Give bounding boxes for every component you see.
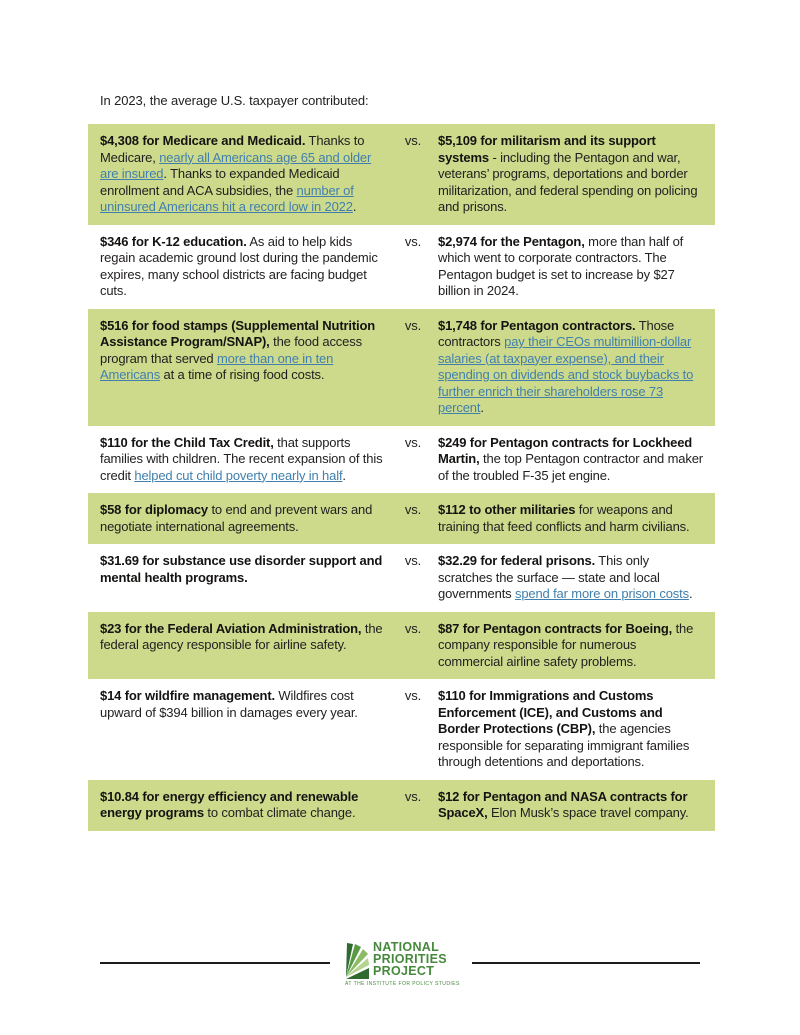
left-cell-social-spending <box>100 133 388 216</box>
row-text: As aid to help kids regain academic ground lost during the pandemic expires, many school districts are facing budget cuts. <box>100 233 378 298</box>
left-cell-social-spending <box>100 502 388 535</box>
inline-link[interactable]: number of uninsured Americans hit a record low in 2022 <box>100 182 354 214</box>
logo-word-priorities: PRIORITIES <box>373 952 447 966</box>
right-cell-military-spending <box>438 502 703 535</box>
right-cell-military-spending <box>438 234 703 300</box>
row-text: the agencies responsible for separating immigrant families through detentions and deportations. <box>438 721 690 769</box>
row-amount-bold: $23 for the Federal Aviation Administration, <box>100 620 362 636</box>
logo-word-project: PROJECT <box>373 964 435 978</box>
comparison-row <box>88 493 715 544</box>
comparison-row <box>88 426 715 494</box>
right-cell-military-spending <box>438 621 703 671</box>
row-amount-bold: $4,308 for Medicare and Medicaid. <box>100 133 306 148</box>
inline-link[interactable]: more than one in ten Americans <box>100 350 334 382</box>
right-cell-military-spending <box>438 789 703 822</box>
comparison-row <box>88 679 715 780</box>
row-amount-bold: $110 for the Child Tax Credit, <box>100 434 274 450</box>
comparison-row <box>88 780 715 831</box>
footer-rule-right <box>472 962 700 964</box>
npp-logo <box>344 941 464 987</box>
vs-label: vs. <box>404 317 422 333</box>
vs-label: vs. <box>404 620 422 636</box>
row-amount-bold: $1,748 for Pentagon contractors. <box>438 317 636 333</box>
left-cell-social-spending <box>100 435 388 485</box>
row-text: - including the Pentagon and war, veterans’ programs, deportations and border militarization, and federal spending on policing and prisons. <box>438 149 698 214</box>
row-amount-bold: $32.29 for federal prisons. <box>438 553 596 568</box>
row-text: . <box>480 400 484 415</box>
row-text: . <box>342 467 346 483</box>
inline-link[interactable]: pay their CEOs multimillion-dollar salaries (at taxpayer expense), and their spending on dividends and stock buybacks to further enrich their shareholders rose 73 percent <box>438 334 694 415</box>
row-text: Elon Musk’s space travel company. <box>487 805 689 820</box>
vs-label: vs. <box>404 688 422 703</box>
right-cell-military-spending <box>438 435 703 485</box>
row-text: for weapons and training that feed conflicts and harm civilians. <box>438 502 690 534</box>
row-text: . <box>688 586 693 601</box>
row-text: . <box>352 199 357 214</box>
row-amount-bold: $112 to other militaries <box>438 502 576 517</box>
left-cell-social-spending <box>100 234 388 300</box>
row-text: more than half of which went to corporate contractors. The Pentagon budget is set to increase by $27 billion in 2024. <box>438 233 684 298</box>
row-amount-bold: $110 for Immigrations and Customs Enforcement (ICE), and Customs and Border Protections (CBP), <box>438 688 663 736</box>
inline-link[interactable]: helped cut child poverty nearly in half <box>134 467 343 483</box>
row-text: Wildfires cost upward of $394 billion in damages every year. <box>100 688 358 720</box>
row-text: the federal agency responsible for airline safety. <box>100 620 383 652</box>
row-amount-bold: $10.84 for energy efficiency and renewable energy programs <box>100 788 359 820</box>
row-text: the top Pentagon contractor and maker of the troubled F-35 jet engine. <box>438 451 703 483</box>
left-cell-social-spending <box>100 688 388 771</box>
right-cell-military-spending <box>438 688 703 771</box>
row-amount-bold: $5,109 for militarism and its support systems <box>438 133 656 165</box>
comparison-row <box>88 612 715 680</box>
row-amount-bold: $12 for Pentagon and NASA contracts for SpaceX, <box>438 788 688 820</box>
row-text: to combat climate change. <box>203 805 356 820</box>
comparison-row <box>88 124 715 225</box>
footer-rule-left <box>100 962 330 964</box>
comparison-row <box>88 225 715 309</box>
row-text: that supports families with children. The recent expansion of this credit <box>100 434 383 483</box>
row-text: to end and prevent wars and negotiate international agreements. <box>100 502 373 534</box>
left-cell-social-spending <box>100 789 388 822</box>
vs-label: vs. <box>404 788 422 804</box>
row-amount-bold: $346 for K-12 education. <box>100 233 247 249</box>
inline-link[interactable]: spend far more on prison costs <box>514 586 689 601</box>
right-cell-military-spending <box>438 318 703 417</box>
inline-link[interactable]: nearly all Americans age 65 and older are insured <box>100 149 372 181</box>
row-text: . Thanks to expanded Medicaid enrollment and ACA subsidies, the <box>100 166 340 198</box>
comparison-row <box>88 544 715 612</box>
npp-logo-row <box>344 941 464 979</box>
row-text: This only scratches the surface — state and local governments <box>438 553 660 601</box>
row-text: Those contractors <box>438 317 675 349</box>
comparison-table <box>88 124 715 831</box>
row-amount-bold: $249 for Pentagon contracts for Lockheed Martin, <box>438 434 693 466</box>
row-text: Thanks to Medicare, <box>100 133 365 165</box>
row-amount-bold: $2,974 for the Pentagon, <box>438 233 585 249</box>
intro-text: In 2023, the average U.S. taxpayer contributed: <box>100 93 369 108</box>
vs-label: vs. <box>404 434 422 450</box>
left-cell-social-spending <box>100 621 388 671</box>
logo-tagline: AT THE INSTITUTE FOR POLICY STUDIES <box>345 981 460 987</box>
left-cell-social-spending <box>100 553 388 603</box>
npp-logo-wordmark <box>373 941 447 977</box>
row-amount-bold: $58 for diplomacy <box>100 502 208 517</box>
row-text: the company responsible for numerous commercial airline safety problems. <box>438 620 694 669</box>
row-amount-bold: $14 for wildfire management. <box>100 688 275 703</box>
left-cell-social-spending <box>100 318 388 417</box>
row-text: the food access program that served <box>100 334 362 366</box>
row-amount-bold: $516 for food stamps (Supplemental Nutrition Assistance Program/SNAP), <box>100 317 376 349</box>
row-amount-bold: $87 for Pentagon contracts for Boeing, <box>438 620 673 636</box>
vs-label: vs. <box>404 502 422 517</box>
comparison-row <box>88 309 715 426</box>
npp-fan-icon <box>344 941 370 979</box>
vs-label: vs. <box>404 133 422 148</box>
row-amount-bold: $31.69 for substance use disorder support and mental health programs. <box>100 553 383 585</box>
row-text: at a time of rising food costs. <box>160 367 325 382</box>
right-cell-military-spending <box>438 553 703 603</box>
footer <box>0 941 800 1001</box>
vs-label: vs. <box>404 553 422 568</box>
logo-word-national: NATIONAL <box>373 940 440 954</box>
vs-label: vs. <box>404 233 422 249</box>
right-cell-military-spending <box>438 133 703 216</box>
